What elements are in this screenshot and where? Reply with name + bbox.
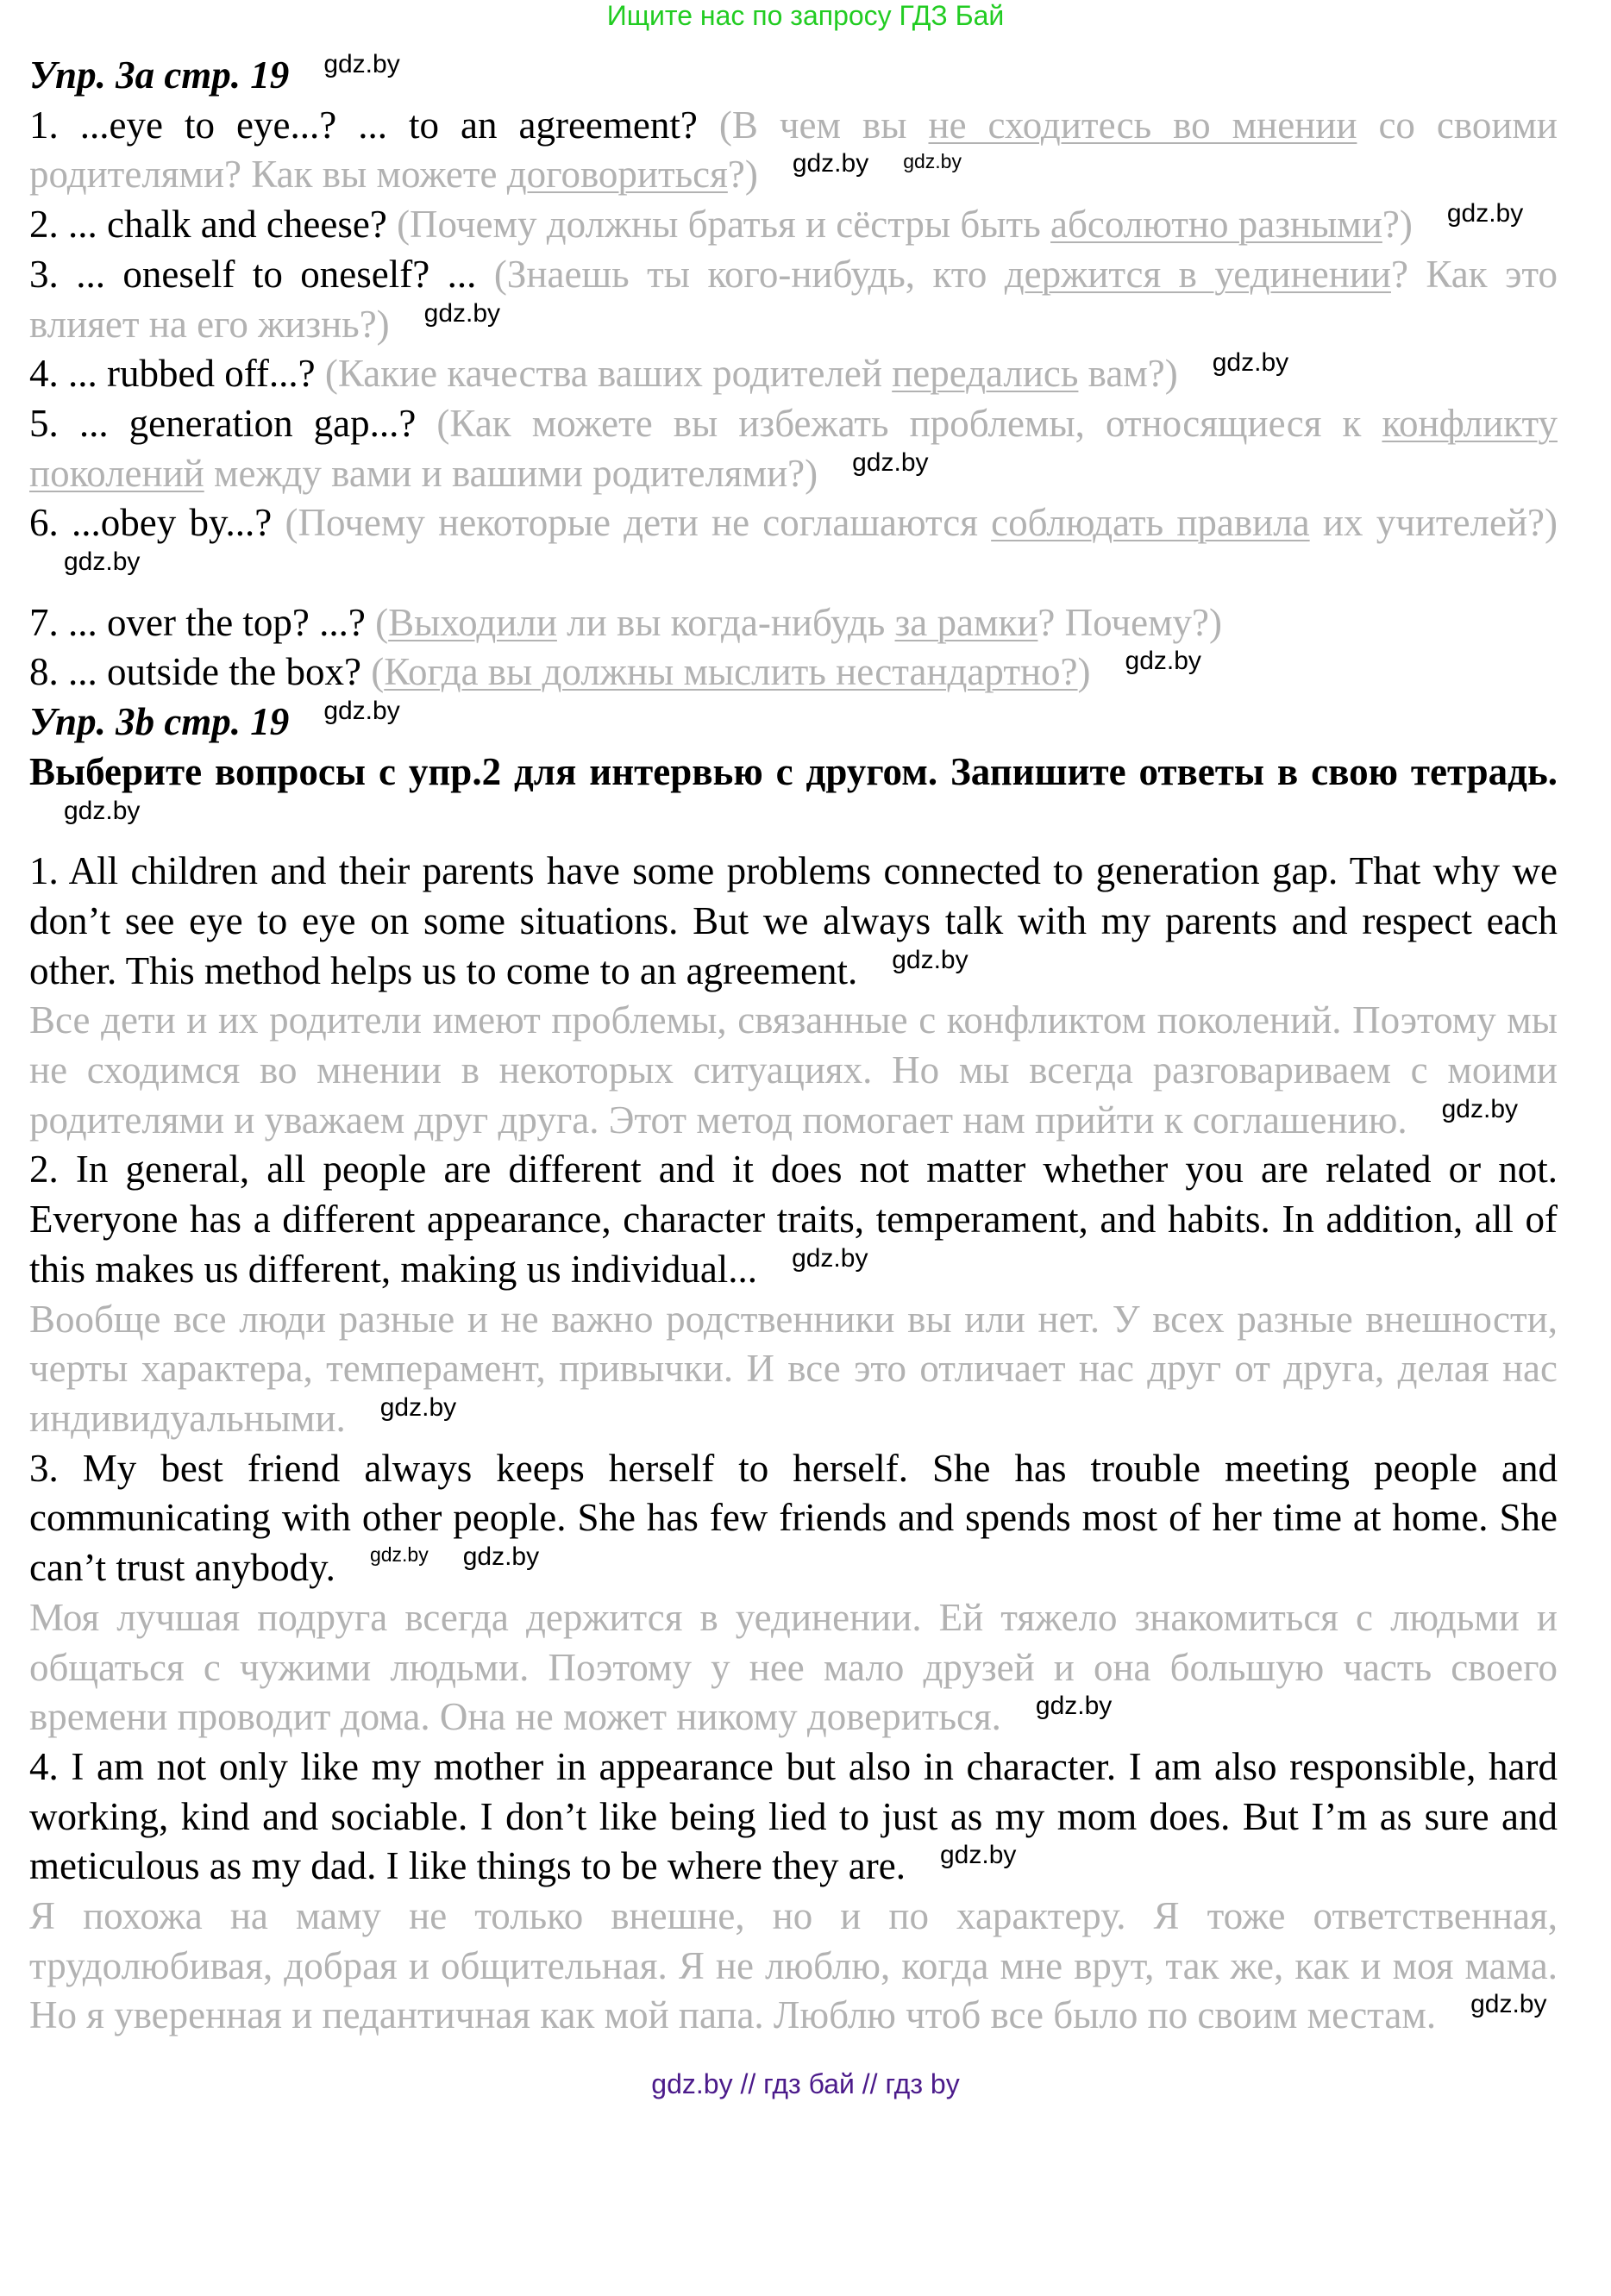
question-item — [29, 648, 1558, 698]
section-b-answers — [29, 847, 1558, 2041]
watermark-text: gdz.by — [64, 796, 141, 825]
translation-text: вам?) — [1078, 352, 1178, 396]
watermark-text: gdz.by — [792, 1243, 868, 1273]
phrase-text: 8. ... outside the box? — [29, 650, 372, 694]
exercise-content — [29, 51, 1558, 2041]
watermark-text: gdz.by — [369, 1543, 429, 1567]
translation-text: Выходили — [388, 600, 557, 644]
translation-text: (Знаешь ты кого-нибудь, кто — [493, 252, 1005, 296]
answer-translation — [29, 1295, 1558, 1444]
translation-text: (Почему должны братья и сёстры быть — [397, 203, 1050, 247]
watermark-text: gdz.by — [1446, 199, 1524, 228]
translation-text: ли вы когда-нибудь — [556, 600, 895, 644]
watermark-text: gdz.by — [423, 298, 501, 328]
section-b-instruction-text: Выберите вопросы с упр.2 для интервью с другом. Запишите ответы в свою тетрадь. — [29, 749, 1558, 793]
phrase-text: 4. ... rubbed off...? — [29, 352, 325, 396]
question-item — [29, 101, 1558, 200]
translation-text: ? Как это влияет на его жизнь?) — [29, 252, 1558, 346]
answer-english — [29, 1444, 1558, 1593]
section-a-items — [29, 101, 1558, 698]
answer-translation-text: Моя лучшая подруга всегда держится в уединении. Ей тяжело знакомиться с людьми и общаться с чужими людьми. Поэтому у нее мало друзей и она большую часть своего времени проводит дома. Она не может никому довериться. — [29, 1595, 1558, 1739]
translation-text: конфликту поколений — [29, 401, 1558, 495]
answer-translation — [29, 1892, 1558, 2041]
watermark-text: gdz.by — [323, 697, 400, 726]
answer-english-text: 4. I am not only like my mother in appearance but also in character. I am also responsible, hard working, kind and sociable. I don’t like being lied to just as my mom does. But I’m as sure and meticulous as my dad. I like things to be where they are. — [29, 1744, 1558, 1888]
watermark-text: gdz.by — [462, 1542, 540, 1572]
answer-english — [29, 847, 1558, 996]
translation-text: держится в уединении — [1004, 252, 1391, 296]
watermark-text: gdz.by — [1470, 1990, 1547, 2019]
translation-text: ?) — [1382, 203, 1413, 247]
translation-text: передались — [892, 352, 1079, 396]
watermark-text: gdz.by — [64, 547, 141, 577]
translation-text: договориться — [506, 153, 728, 197]
translation-text: между вами и вашими родителями?) — [204, 451, 818, 495]
section-b-instruction — [29, 748, 1558, 847]
phrase-text: 6. ...obey by...? — [29, 501, 285, 545]
translation-text: ) — [1077, 650, 1091, 694]
answer-translation-text: Вообще все люди разные и не важно родственники вы или нет. У всех разные внешности, черты характера, темперамент, привычки. И все это отличает нас друг от друга, делая нас индивидуальными. — [29, 1297, 1558, 1440]
phrase-text: 5. ... generation gap...? — [29, 401, 437, 445]
translation-text: (В чем вы — [718, 103, 929, 147]
answer-english-text: 3. My best friend always keeps herself to herself. She has trouble meeting people and communicating with other people. She has few friends and spends most of her time at home. She can’t trust anybody. — [29, 1446, 1558, 1590]
answer-english — [29, 1145, 1558, 1294]
translation-text: за рамки — [894, 600, 1038, 644]
translation-text: ?) — [727, 153, 758, 197]
phrase-text: 7. ... over the top? ...? — [29, 600, 376, 644]
watermark-text: gdz.by — [379, 1392, 457, 1422]
footer-links[interactable]: gdz.by // гдз бай // гдз by — [651, 2068, 960, 2100]
translation-text: их учителей?) — [1309, 501, 1558, 545]
watermark-text: gdz.by — [892, 945, 968, 974]
watermark-text: gdz.by — [939, 1841, 1017, 1870]
question-item — [29, 200, 1558, 250]
translation-text: (Какие качества ваших родителей — [324, 352, 893, 396]
answer-translation — [29, 1593, 1558, 1742]
watermark-text: gdz.by — [792, 149, 869, 178]
answer-translation-text: Все дети и их родители имеют проблемы, связанные с конфликтом поколений. Поэтому мы не сходимся во мнении в некоторых ситуациях. Но мы всегда разговариваем с моими родителями и уважаем друг друга. Этот метод помогает нам прийти к соглашению. — [29, 998, 1558, 1142]
question-item — [29, 399, 1558, 498]
phrase-text: 1. ...eye to eye...? ... to an agreement? — [29, 103, 719, 147]
question-item — [29, 498, 1558, 597]
watermark-text: gdz.by — [903, 150, 962, 173]
translation-text: абсолютно разными — [1050, 203, 1382, 247]
translation-text: ( — [371, 650, 385, 694]
watermark-text: gdz.by — [1035, 1692, 1113, 1721]
watermark-text: gdz.by — [323, 50, 400, 78]
phrase-text: 2. ... chalk and cheese? — [29, 203, 398, 247]
answer-english-text: 2. In general, all people are different and it does not matter whether you are related or not. Everyone has a different appearance, character traits, temperament, and habits. In addition, all of this makes us different, making us individual... — [29, 1148, 1558, 1291]
section-a-heading — [29, 51, 1558, 101]
search-banner[interactable]: Ищите нас по запросу ГДЗ Бай — [606, 0, 1005, 31]
translation-text: со своими родителями? Как вы можете — [29, 103, 1558, 197]
question-item — [29, 349, 1558, 399]
translation-text: соблюдать правила — [991, 501, 1310, 545]
translation-text: (Почему некоторые дети не соглашаются — [285, 501, 992, 545]
watermark-text: gdz.by — [1441, 1094, 1519, 1123]
section-b-heading — [29, 698, 1558, 748]
translation-text: ? Почему?) — [1037, 600, 1223, 644]
answer-translation-text: Я похожа на маму не только внешне, но и по характеру. Я тоже ответственная, трудолюбивая, добрая и общительная. Я не люблю, когда мне врут, так же, как и моя мама. Но я уверенная и педантичная как мой папа. Люблю чтоб все было по своим местам. — [29, 1894, 1558, 2037]
answer-translation — [29, 996, 1558, 1145]
translation-text: Когда вы должны мыслить нестандартно? — [384, 650, 1078, 694]
phrase-text: 3. ... oneself to oneself? ... — [29, 252, 494, 296]
section-a-heading-text: Упр. 3a стр. 19 — [29, 53, 290, 97]
answer-english — [29, 1742, 1558, 1892]
translation-text: не сходитесь во мнении — [928, 103, 1357, 147]
watermark-text: gdz.by — [852, 447, 929, 477]
answer-english-text: 1. All children and their parents have some problems connected to generation gap. That why we don’t see eye to eye on some situations. But we always talk with my parents and respect each other. This method helps us to come to an agreement. — [29, 849, 1558, 992]
question-item — [29, 250, 1558, 349]
question-item — [29, 598, 1558, 648]
watermark-text: gdz.by — [1125, 647, 1201, 676]
watermark-text: gdz.by — [1212, 348, 1289, 378]
translation-text: (Как можете вы избежать проблемы, относящиеся к — [436, 401, 1382, 445]
translation-text: ( — [375, 600, 389, 644]
section-b-heading-text: Упр. 3b стр. 19 — [29, 700, 290, 744]
